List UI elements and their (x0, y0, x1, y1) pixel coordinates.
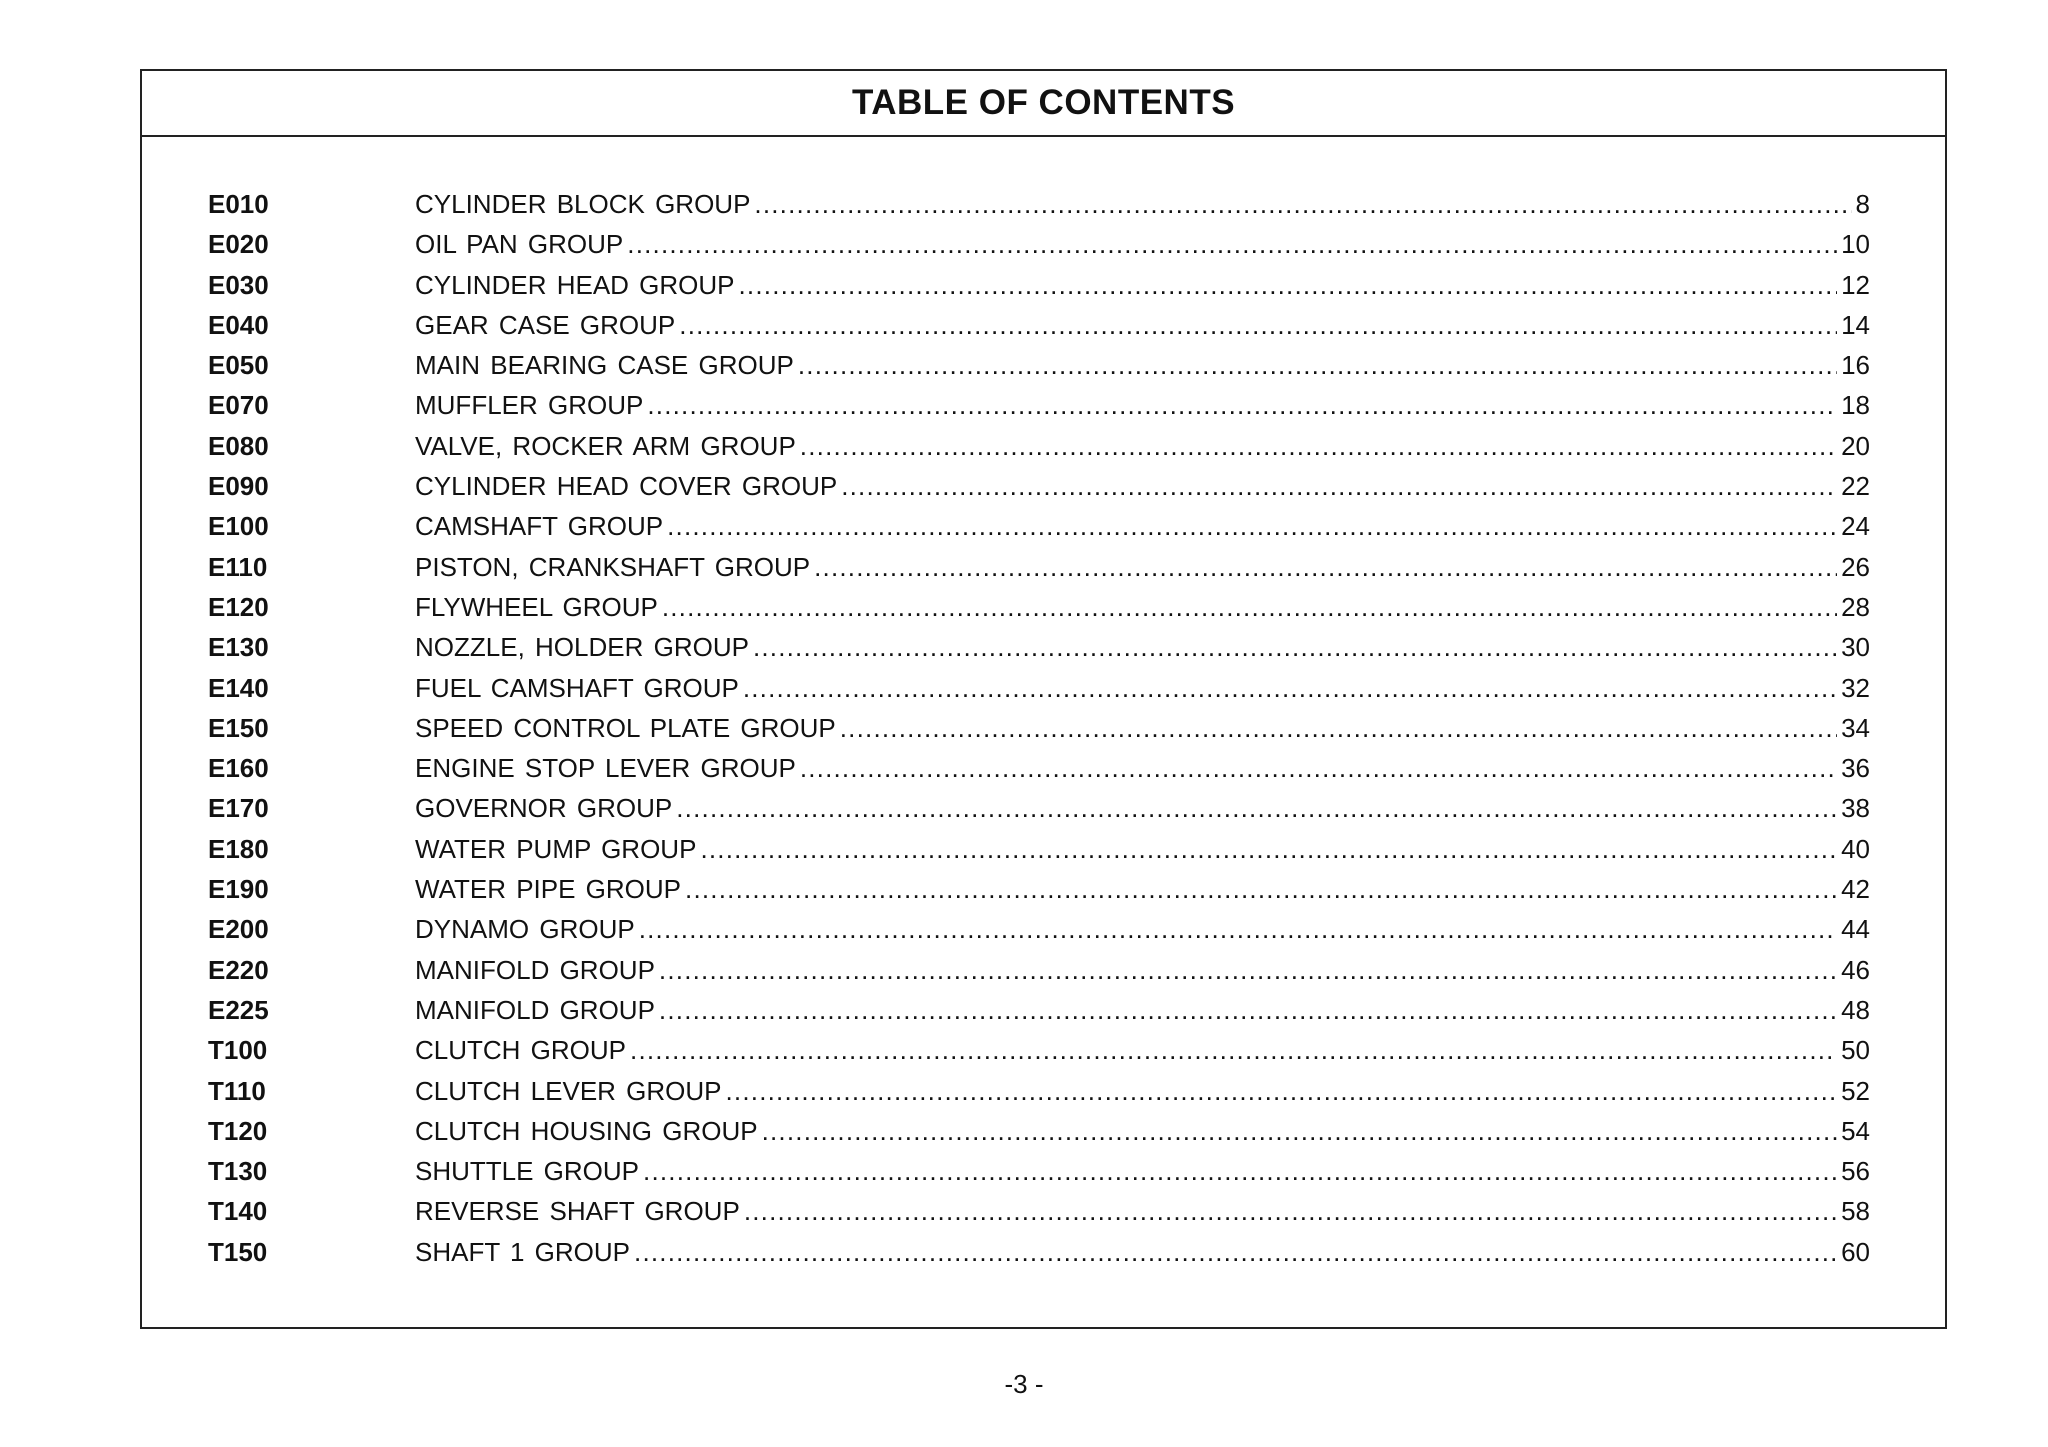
toc-entry-code: E040 (208, 309, 269, 340)
toc-entry-code: E190 (208, 874, 269, 905)
toc-entry-page: 60 (1841, 1236, 1870, 1267)
toc-entry[interactable] (208, 673, 1870, 713)
toc-entry-title: SPEED CONTROL PLATE GROUP (415, 712, 836, 743)
toc-entry-title: CLUTCH GROUP (415, 1035, 627, 1066)
toc-entry-code: E170 (208, 793, 269, 824)
toc-entry[interactable] (208, 1196, 1870, 1236)
toc-entry-title: DYNAMO GROUP (415, 914, 635, 945)
toc-entry[interactable] (208, 914, 1870, 954)
toc-entry-leader-dots (659, 955, 1837, 986)
toc-entry-code: E020 (208, 229, 269, 260)
toc-entry-leader-dots (800, 431, 1837, 462)
toc-entry[interactable] (208, 1156, 1870, 1196)
toc-entry-leader-dots (798, 350, 1837, 381)
toc-entry-title: PISTON, CRANKSHAFT GROUP (415, 551, 811, 582)
toc-entry-code: T130 (208, 1156, 268, 1187)
toc-entry[interactable] (208, 793, 1870, 833)
toc-entry-code: T120 (208, 1115, 268, 1146)
page-title: TABLE OF CONTENTS (851, 83, 1236, 122)
toc-entry[interactable] (208, 189, 1870, 229)
toc-entry-page: 28 (1841, 591, 1870, 622)
toc-entry-page: 52 (1841, 1075, 1870, 1106)
toc-entry-page: 20 (1841, 430, 1870, 461)
toc-entry-page: 32 (1841, 672, 1870, 703)
toc-entry-code: E200 (208, 914, 269, 945)
toc-entry-leader-dots (841, 471, 1837, 502)
toc-entry-leader-dots (685, 874, 1837, 905)
toc-entry[interactable] (208, 1035, 1870, 1075)
toc-entry[interactable] (208, 834, 1870, 874)
toc-entry-leader-dots (647, 390, 1837, 421)
toc-entry-title: WATER PIPE GROUP (415, 874, 682, 905)
toc-entry-page: 54 (1841, 1115, 1870, 1146)
toc-entry-leader-dots (762, 1116, 1838, 1147)
toc-entry[interactable] (208, 874, 1870, 914)
toc-entry-title: MUFFLER GROUP (415, 390, 644, 421)
toc-entry[interactable] (208, 350, 1870, 390)
toc-entry-leader-dots (662, 592, 1837, 623)
toc-header (142, 71, 1945, 137)
toc-entry-leader-dots (639, 914, 1837, 945)
toc-entry-page: 26 (1841, 551, 1870, 582)
toc-entry-title: SHUTTLE GROUP (415, 1156, 640, 1187)
toc-entry[interactable] (208, 310, 1870, 350)
toc-entry-code: T150 (208, 1236, 268, 1267)
toc-entry-page: 48 (1841, 994, 1870, 1025)
toc-entry-title: CLUTCH HOUSING GROUP (415, 1115, 758, 1146)
toc-entry[interactable] (208, 955, 1870, 995)
toc-entry-title: CYLINDER HEAD GROUP (415, 269, 735, 300)
toc-entry-page: 8 (1855, 189, 1870, 219)
toc-entry-title: WATER PUMP GROUP (415, 833, 697, 864)
page-number: -3 - (1004, 1369, 1044, 1399)
toc-entry-page: 50 (1841, 1035, 1870, 1066)
toc-entry-title: CYLINDER HEAD COVER GROUP (415, 471, 838, 502)
toc-entry-page: 44 (1841, 914, 1870, 945)
toc-entry-title: REVERSE SHAFT GROUP (415, 1196, 740, 1227)
toc-entry-leader-dots (726, 1076, 1838, 1107)
toc-entry-page: 40 (1841, 833, 1870, 864)
toc-entry-code: E225 (208, 994, 269, 1025)
toc-entry-page: 36 (1841, 753, 1870, 784)
toc-entry-leader-dots (700, 834, 1837, 865)
toc-entry-code: E100 (208, 511, 269, 542)
toc-entry-title: VALVE, ROCKER ARM GROUP (415, 430, 796, 461)
toc-frame (140, 69, 1947, 1329)
toc-entry-page: 16 (1841, 350, 1870, 381)
toc-entry-page: 18 (1841, 390, 1870, 421)
toc-entry-code: E220 (208, 954, 269, 985)
toc-entry-leader-dots (643, 1156, 1837, 1187)
toc-entry-leader-dots (754, 189, 1851, 220)
toc-entry-leader-dots (739, 270, 1838, 301)
toc-entry-page: 58 (1841, 1196, 1870, 1227)
toc-entry-leader-dots (800, 753, 1837, 784)
toc-entry[interactable] (208, 229, 1870, 269)
toc-entry[interactable] (208, 1116, 1870, 1156)
toc-entry-code: T110 (208, 1075, 266, 1106)
toc-entry-page: 12 (1841, 269, 1870, 300)
toc-entry-title: GOVERNOR GROUP (415, 793, 673, 824)
toc-entry-leader-dots (659, 995, 1837, 1026)
toc-entry-title: ENGINE STOP LEVER GROUP (415, 753, 796, 784)
toc-entry-page: 30 (1841, 632, 1870, 663)
toc-entry-page: 14 (1841, 309, 1870, 340)
toc-entry[interactable] (208, 511, 1870, 551)
toc-entry-code: E120 (208, 591, 269, 622)
toc-entry-title: GEAR CASE GROUP (415, 309, 676, 340)
toc-entry[interactable] (208, 1076, 1870, 1116)
toc-entry-page: 38 (1841, 793, 1870, 824)
toc-entry-leader-dots (840, 713, 1837, 744)
toc-entry[interactable] (208, 592, 1870, 632)
toc-entry-title: NOZZLE, HOLDER GROUP (415, 632, 749, 663)
toc-entry-leader-dots (743, 673, 1837, 704)
toc-entry-code: E030 (208, 269, 269, 300)
toc-entry-title: CAMSHAFT GROUP (415, 511, 664, 542)
toc-entry-leader-dots (667, 511, 1837, 542)
toc-list (208, 189, 1870, 1277)
toc-entry[interactable] (208, 1237, 1870, 1277)
toc-entry-page: 34 (1841, 712, 1870, 743)
toc-entry-code: E160 (208, 753, 269, 784)
toc-entry-title: FUEL CAMSHAFT GROUP (415, 672, 739, 703)
toc-entry-title: OIL PAN GROUP (415, 229, 624, 260)
toc-entry-title: CLUTCH LEVER GROUP (415, 1075, 722, 1106)
toc-entry[interactable] (208, 552, 1870, 592)
toc-entry-page: 22 (1841, 471, 1870, 502)
toc-entry-code: E180 (208, 833, 269, 864)
toc-entry-leader-dots (753, 632, 1837, 663)
toc-entry-code: E150 (208, 712, 269, 743)
toc-entry-code: E110 (208, 551, 268, 582)
toc-entry[interactable] (208, 270, 1870, 310)
toc-entry-title: MANIFOLD GROUP (415, 954, 655, 985)
toc-entry-title: SHAFT 1 GROUP (415, 1236, 631, 1267)
toc-entry[interactable] (208, 995, 1870, 1035)
toc-entry-title: CYLINDER BLOCK GROUP (415, 189, 751, 219)
toc-entry[interactable] (208, 753, 1870, 793)
toc-entry-leader-dots (627, 229, 1837, 260)
toc-entry-leader-dots (679, 310, 1837, 341)
toc-entry-code: T140 (208, 1196, 268, 1227)
toc-entry-page: 10 (1841, 229, 1870, 260)
toc-entry-leader-dots (676, 793, 1837, 824)
toc-entry-title: MANIFOLD GROUP (415, 994, 655, 1025)
toc-entry[interactable] (208, 390, 1870, 430)
toc-entry-page: 42 (1841, 874, 1870, 905)
toc-entry-leader-dots (814, 552, 1837, 583)
toc-entry[interactable] (208, 471, 1870, 511)
toc-entry[interactable] (208, 632, 1870, 672)
toc-entry-leader-dots (630, 1035, 1837, 1066)
toc-entry-code: E090 (208, 471, 269, 502)
toc-entry-code: E080 (208, 430, 269, 461)
toc-entry-page: 46 (1841, 954, 1870, 985)
toc-entry-leader-dots (634, 1237, 1837, 1268)
toc-entry[interactable] (208, 713, 1870, 753)
toc-entry-title: FLYWHEEL GROUP (415, 591, 658, 622)
toc-entry[interactable] (208, 431, 1870, 471)
toc-entry-page: 24 (1841, 511, 1870, 542)
toc-entry-code: E130 (208, 632, 269, 663)
toc-entry-title: MAIN BEARING CASE GROUP (415, 350, 794, 381)
toc-entry-code: E070 (208, 390, 269, 421)
toc-entry-code: E140 (208, 672, 269, 703)
toc-entry-code: E010 (208, 189, 269, 219)
toc-entry-code: T100 (208, 1035, 268, 1066)
toc-entry-code: E050 (208, 350, 269, 381)
toc-entry-page: 56 (1841, 1156, 1870, 1187)
toc-entry-leader-dots (744, 1196, 1837, 1227)
